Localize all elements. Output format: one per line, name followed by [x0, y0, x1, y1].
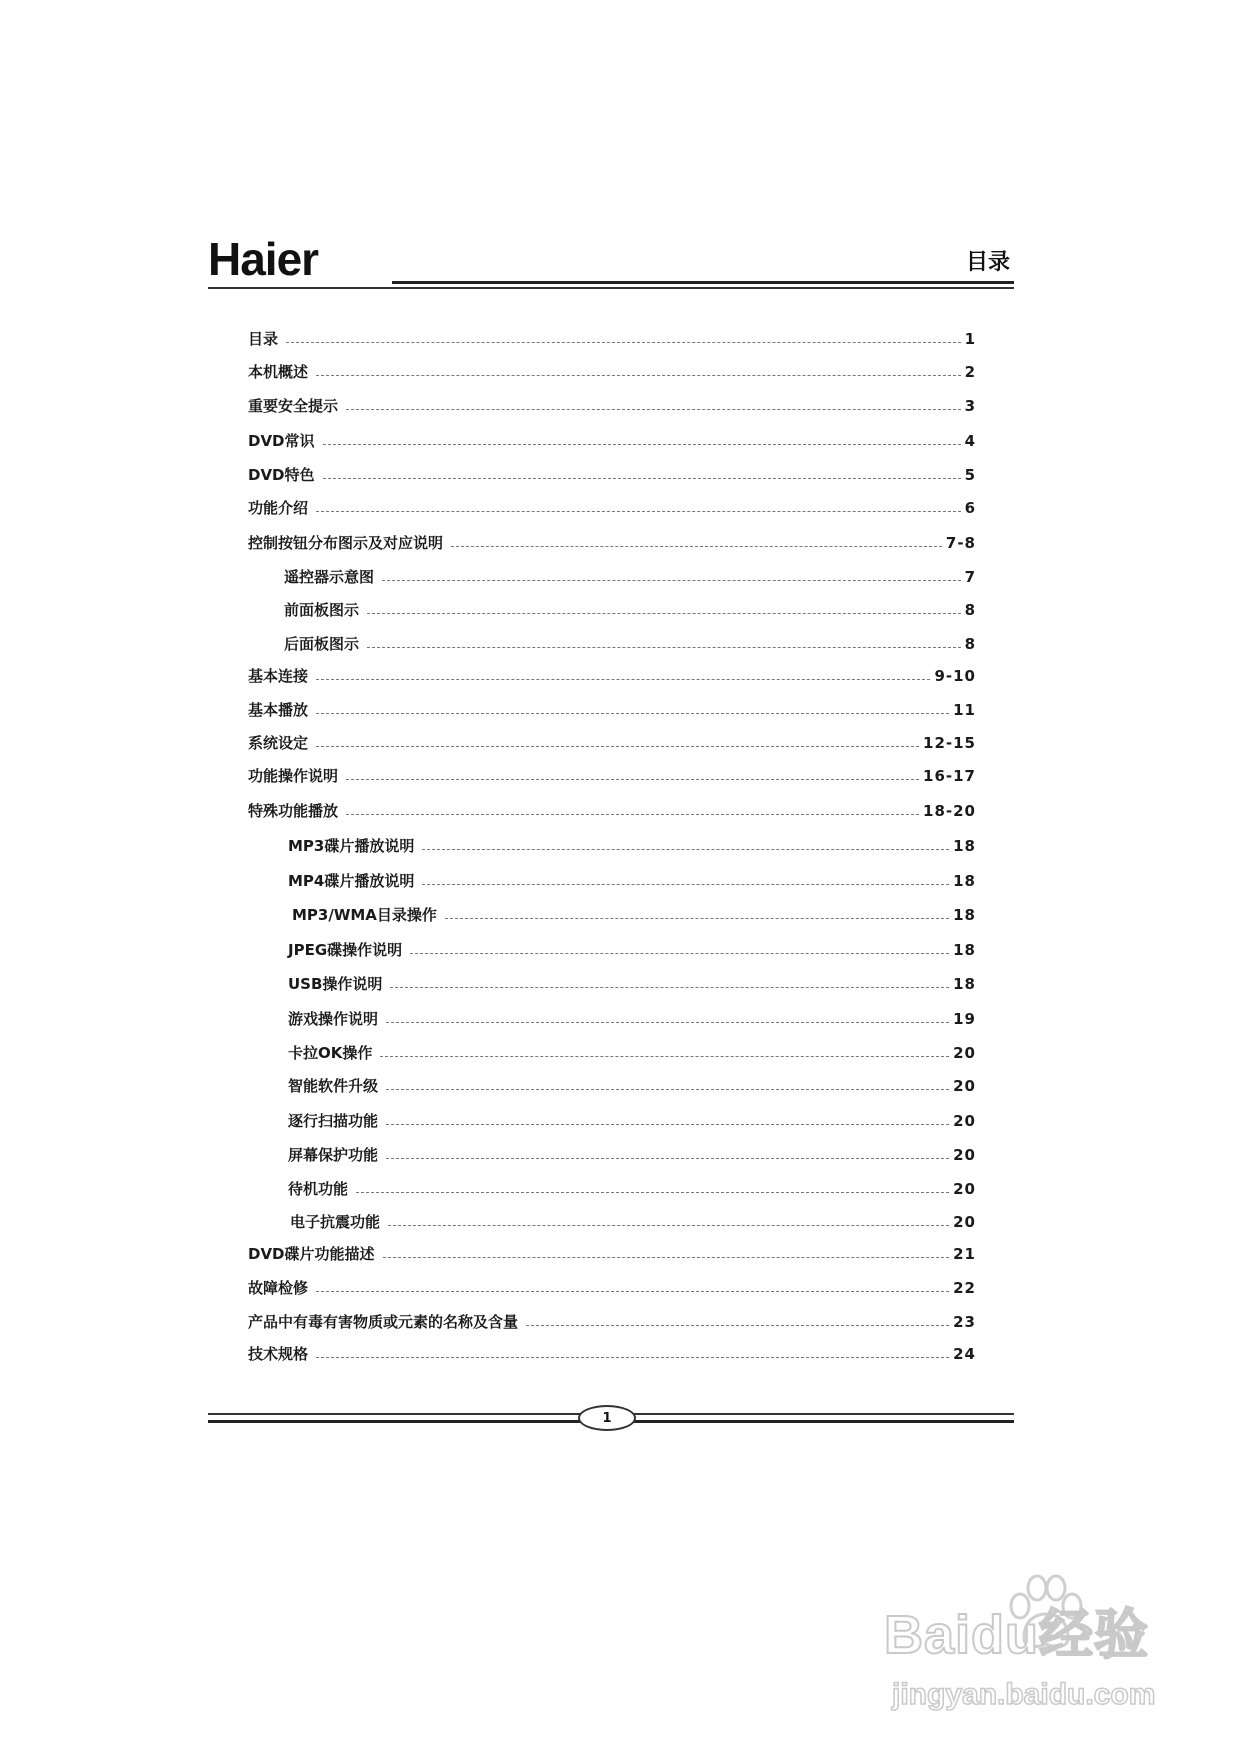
dot-leader — [367, 613, 961, 614]
toc-label: 系统设定 — [248, 734, 309, 752]
toc-entry-disc-functions — [248, 1238, 976, 1262]
toc-entry-front-panel — [284, 594, 976, 618]
dot-leader — [410, 953, 949, 954]
toc-entry-remote — [284, 561, 976, 585]
toc-page: 1 — [964, 330, 976, 348]
watermark-brand: Baidu经验 — [884, 1605, 1150, 1665]
toc-page: 18 — [953, 941, 976, 959]
toc-label: 智能软件升级 — [288, 1077, 379, 1095]
toc-entry-game — [288, 1003, 976, 1027]
dot-leader — [286, 342, 961, 343]
toc-entry-mp3 — [288, 830, 976, 854]
dot-leader — [316, 713, 949, 714]
toc-page: 20 — [953, 1146, 976, 1164]
toc-label: MP4碟片播放说明 — [288, 872, 415, 890]
dot-leader — [346, 409, 961, 410]
toc-label: 功能介绍 — [248, 499, 309, 517]
toc-entry-hazardous-substances — [248, 1306, 976, 1330]
toc-page: 20 — [953, 1077, 976, 1095]
toc-entry-mp3-wma — [292, 899, 976, 923]
toc-entry-system-setup — [248, 727, 976, 751]
toc-page: 12-15 — [923, 734, 976, 752]
toc-label: MP3/WMA目录操作 — [292, 906, 437, 924]
toc-page: 23 — [953, 1313, 976, 1331]
dot-leader — [346, 779, 919, 780]
dot-leader — [316, 746, 919, 747]
dot-leader — [346, 814, 919, 815]
toc-label: 产品中有毒有害物质或元素的名称及含量 — [248, 1313, 519, 1331]
toc-label: 目录 — [248, 330, 279, 348]
toc-label: 待机功能 — [288, 1180, 349, 1198]
toc-page: 18-20 — [923, 802, 976, 820]
toc-label: 重要安全提示 — [248, 397, 339, 415]
toc-entry-jpeg — [288, 934, 976, 958]
toc-entry-safety — [248, 390, 976, 414]
toc-label: DVD特色 — [248, 466, 315, 484]
dot-leader — [316, 511, 961, 512]
toc-page: 11 — [953, 701, 976, 719]
toc-entry-screensaver — [288, 1139, 976, 1163]
toc-page: 3 — [964, 397, 976, 415]
toc-entry-specifications — [248, 1338, 976, 1362]
toc-page: 20 — [953, 1112, 976, 1130]
toc-label: USB操作说明 — [288, 975, 383, 993]
header-rule-thin — [208, 287, 1014, 289]
header-rule-thick — [392, 281, 1014, 284]
toc-page: 19 — [953, 1010, 976, 1028]
dot-leader — [451, 546, 942, 547]
toc-label: DVD碟片功能描述 — [248, 1245, 375, 1263]
toc-label: 后面板图示 — [284, 635, 360, 653]
toc-page: 7-8 — [945, 534, 976, 552]
toc-label: 基本播放 — [248, 701, 309, 719]
toc-page: 20 — [953, 1213, 976, 1231]
toc-label: 前面板图示 — [284, 601, 360, 619]
toc-page: 18 — [953, 837, 976, 855]
toc-page: 7 — [964, 568, 976, 586]
toc-page: 2 — [964, 363, 976, 381]
toc-page: 9-10 — [934, 667, 976, 685]
dot-leader — [445, 918, 949, 919]
dot-leader — [386, 1022, 949, 1023]
dot-leader — [386, 1158, 949, 1159]
dot-leader — [383, 1257, 950, 1258]
page-number-badge — [578, 1405, 636, 1431]
dot-leader — [382, 580, 961, 581]
dot-leader — [316, 375, 961, 376]
toc-label: 屏幕保护功能 — [288, 1146, 379, 1164]
toc-label: 功能操作说明 — [248, 767, 339, 785]
toc-page: 24 — [953, 1345, 976, 1363]
toc-page: 16-17 — [923, 767, 976, 785]
toc-page: 20 — [953, 1180, 976, 1198]
dot-leader — [367, 647, 961, 648]
dot-leader — [526, 1325, 949, 1326]
dot-leader — [422, 884, 949, 885]
toc-label: 卡拉OK操作 — [288, 1044, 373, 1062]
toc-label: 逐行扫描功能 — [288, 1112, 379, 1130]
toc-page: 6 — [964, 499, 976, 517]
toc-entry-dvd-basics — [248, 425, 976, 449]
toc-label: 本机概述 — [248, 363, 309, 381]
dot-leader — [316, 1291, 949, 1292]
toc-entry-karaoke — [288, 1037, 976, 1061]
toc-label: MP3碟片播放说明 — [288, 837, 415, 855]
toc-entry-overview — [248, 356, 976, 380]
dot-leader — [356, 1192, 949, 1193]
toc-entry-operations — [248, 760, 976, 784]
toc-entry-special-playback — [248, 795, 976, 819]
toc-label: DVD常识 — [248, 432, 315, 450]
toc-entry-controls — [248, 527, 976, 551]
toc-label: 游戏操作说明 — [288, 1010, 379, 1028]
toc-entry-playback — [248, 694, 976, 718]
toc-page: 8 — [964, 635, 976, 653]
toc-entry-dvd-features — [248, 459, 976, 483]
toc-entry-upgrade — [288, 1070, 976, 1094]
dot-leader — [316, 1357, 949, 1358]
toc-label: 技术规格 — [248, 1345, 309, 1363]
toc-label: 控制按钮分布图示及对应说明 — [248, 534, 444, 552]
toc-page: 22 — [953, 1279, 976, 1297]
toc-entry-mp4 — [288, 865, 976, 889]
toc-page: 5 — [964, 466, 976, 484]
toc-label: 特殊功能播放 — [248, 802, 339, 820]
toc-entry-progressive — [288, 1105, 976, 1129]
toc-label: 故障检修 — [248, 1279, 309, 1297]
watermark-url: jingyan.baidu.com — [892, 1678, 1156, 1711]
toc-label: JPEG碟操作说明 — [288, 941, 403, 959]
toc-label: 基本连接 — [248, 667, 309, 685]
toc-page: 20 — [953, 1044, 976, 1062]
toc-label: 电子抗震功能 — [290, 1213, 381, 1231]
toc-entry-anti-shock — [290, 1206, 976, 1230]
toc-label: 遥控器示意图 — [284, 568, 375, 586]
toc-entry-usb — [288, 968, 976, 992]
dot-leader — [422, 849, 949, 850]
dot-leader — [386, 1089, 949, 1090]
toc-entry-standby — [288, 1173, 976, 1197]
page-title: 目录 — [966, 250, 1011, 275]
toc-entry-functions — [248, 492, 976, 516]
toc-page: 18 — [953, 975, 976, 993]
page-number: 1 — [602, 1410, 612, 1426]
toc-page: 18 — [953, 906, 976, 924]
dot-leader — [388, 1225, 949, 1226]
toc-entry-contents — [248, 323, 976, 347]
toc-entry-connection — [248, 660, 976, 684]
toc-page: 18 — [953, 872, 976, 890]
dot-leader — [323, 478, 961, 479]
dot-leader — [380, 1056, 949, 1057]
toc-entry-troubleshooting — [248, 1272, 976, 1296]
toc-page: 8 — [964, 601, 976, 619]
dot-leader — [316, 679, 930, 680]
toc-entry-rear-panel — [284, 628, 976, 652]
toc-page: 21 — [953, 1245, 976, 1263]
dot-leader — [390, 987, 949, 988]
dot-leader — [323, 444, 961, 445]
dot-leader — [386, 1124, 949, 1125]
toc-page: 4 — [964, 432, 976, 450]
brand-logo: Haier — [208, 233, 319, 285]
